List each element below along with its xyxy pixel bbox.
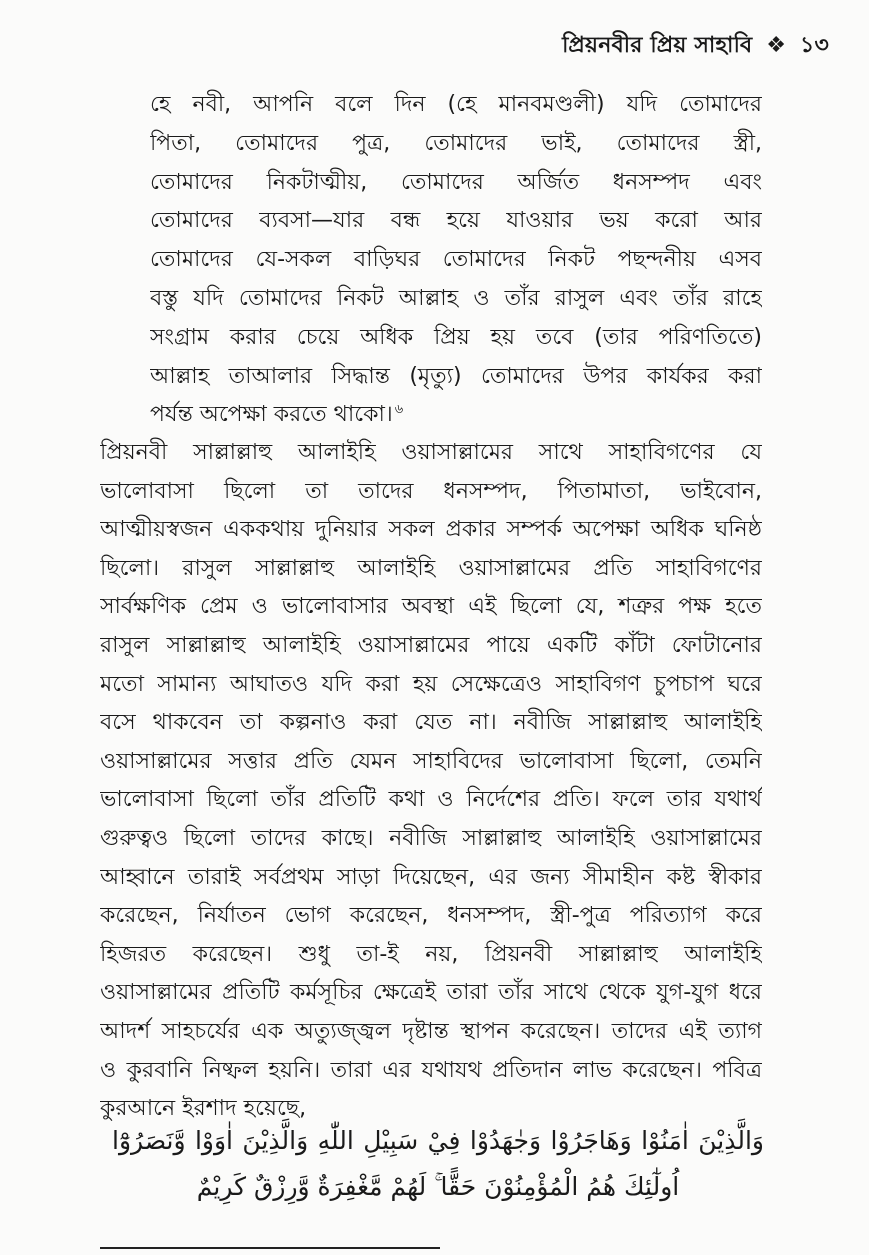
body-line: প্রিয়নবী সাল্লাল্লাহু আলাইহি ওয়াসাল্লামের সাথে সাহাবিগণের যে xyxy=(100,440,762,465)
quote-line: সংগ্রাম করার চেয়ে অধিক প্রিয় হয় তবে (তার পরিণতিতে) xyxy=(150,324,762,350)
body-line: গুরুত্বও ছিলো তাদের কাছে। নবীজি সাল্লাল্লাহু আলাইহি ওয়াসাল্লামের xyxy=(100,825,762,851)
quote-line: তোমাদের ব্যবসা—যার বন্ধ হয়ে যাওয়ার ভয় করো আর xyxy=(150,208,762,234)
body-line: আহ্বানে তারাই সর্বপ্রথম সাড়া দিয়েছেন, এর জন্য সীমাহীন কষ্ট স্বীকার xyxy=(100,864,762,890)
body-line: বসে থাকবেন তা কল্পনাও করা যেত না। নবীজি সাল্লাল্লাহু আলাইহি xyxy=(100,710,762,736)
quote-line: আল্লাহ তাআলার সিদ্ধান্ত (মৃত্যু) তোমাদের উপর কার্যকর করা xyxy=(150,363,762,389)
arabic-verse-block xyxy=(112,1118,764,1210)
quote-line-last xyxy=(150,396,762,435)
footnote-marker[interactable]: ৬ xyxy=(394,402,404,418)
arabic-verse-line: وَالَّذِيْنَ اٰمَنُوْا وَهَاجَرُوْا وَجٰهَدُوْا فِيْ سَبِيْلِ اللّٰهِ وَالَّذِيْنَ اٰوَوْا وَّنَصَرُوْٓا xyxy=(112,1126,764,1155)
body-line: হিজরত করেছেন। শুধু তা-ই নয়, প্রিয়নবী সাল্লাল্লাহু আলাইহি xyxy=(100,941,762,967)
quran-translation-block xyxy=(150,86,762,435)
body-line-last: কুরআনে ইরশাদ হয়েছে, xyxy=(100,1096,307,1122)
quote-line: হে নবী, আপনি বলে দিন (হে মানবমণ্ডলী) যদি তোমাদের xyxy=(150,92,762,117)
running-header xyxy=(562,28,829,65)
ornament-separator: ❖ xyxy=(766,33,787,58)
body-line: ভালোবাসা ছিলো তা তাদের ধনসম্পদ, পিতামাতা, ভাইবোন, xyxy=(100,478,762,504)
quote-line: বস্তু যদি তোমাদের নিকট আল্লাহ ও তাঁর রাসুল এবং তাঁর রাহে xyxy=(150,285,762,311)
quote-line-text: পর্যন্ত অপেক্ষা করতে থাকো। xyxy=(150,402,393,428)
body-line: ছিলো। রাসুল সাল্লাল্লাহু আলাইহি ওয়াসাল্লামের প্রতি সাহাবিগণের xyxy=(100,555,762,581)
body-line: ভালোবাসা ছিলো তাঁর প্রতিটি কথা ও নির্দেশের প্রতি। ফলে তার যথার্থ xyxy=(100,787,762,813)
body-line: মতো সামান্য আঘাতও যদি করা হয় সেক্ষেত্রেও সাহাবিগণ চুপচাপ ঘরে xyxy=(100,671,762,697)
body-line: রাসুল সাল্লাল্লাহু আলাইহি ওয়াসাল্লামের পায়ে একটি কাঁটা ফোটানোর xyxy=(100,632,762,658)
body-paragraph xyxy=(100,434,762,1129)
book-title: প্রিয়নবীর প্রিয় সাহাবি xyxy=(562,33,753,58)
body-line: ওয়াসাল্লামের সত্তার প্রতি যেমন সাহাবিদের ভালোবাসা ছিলো, তেমনি xyxy=(100,748,762,774)
body-line: আদর্শ সাহচর্যের এক অত্যুজ্জ্বল দৃষ্টান্ত স্থাপন করেছেন। তাদের এই ত্যাগ xyxy=(100,1018,762,1044)
body-line: আত্মীয়স্বজন এককথায় দুনিয়ার সকল প্রকার সম্পর্ক অপেক্ষা অধিক ঘনিষ্ঠ xyxy=(100,517,762,543)
body-line: ও কুরবানি নিষ্ফল হয়নি। তারা এর যথাযথ প্রতিদান লাভ করেছেন। পবিত্র xyxy=(100,1057,762,1083)
quote-line: তোমাদের নিকটাত্মীয়, তোমাদের অর্জিত ধনসম্পদ এবং xyxy=(150,169,762,195)
quote-line: পিতা, তোমাদের পুত্র, তোমাদের ভাই, তোমাদের স্ত্রী, xyxy=(150,130,762,156)
page-number: ১৩ xyxy=(800,33,829,58)
arabic-verse-line: اُولٰٓئِكَ هُمُ الْمُؤْمِنُوْنَ حَقًّا ۚ لَهُمْ مَّغْفِرَةٌ وَّرِزْقٌ كَرِيْمٌ xyxy=(196,1172,680,1201)
body-line: ওয়াসাল্লামের প্রতিটি কর্মসূচির ক্ষেত্রেই তারা তাঁর সাথে থেকে যুগ-যুগ ধরে xyxy=(100,980,762,1006)
quote-line: তোমাদের যে-সকল বাড়িঘর তোমাদের নিকট পছন্দনীয় এসব xyxy=(150,247,762,273)
body-line: সার্বক্ষণিক প্রেম ও ভালোবাসার অবস্থা এই ছিলো যে, শত্রুর পক্ষ হতে xyxy=(100,594,762,620)
body-line: করেছেন, নির্যাতন ভোগ করেছেন, ধনসম্পদ, স্ত্রী-পুত্র পরিত্যাগ করে xyxy=(100,903,762,929)
footnote-divider xyxy=(100,1247,440,1249)
